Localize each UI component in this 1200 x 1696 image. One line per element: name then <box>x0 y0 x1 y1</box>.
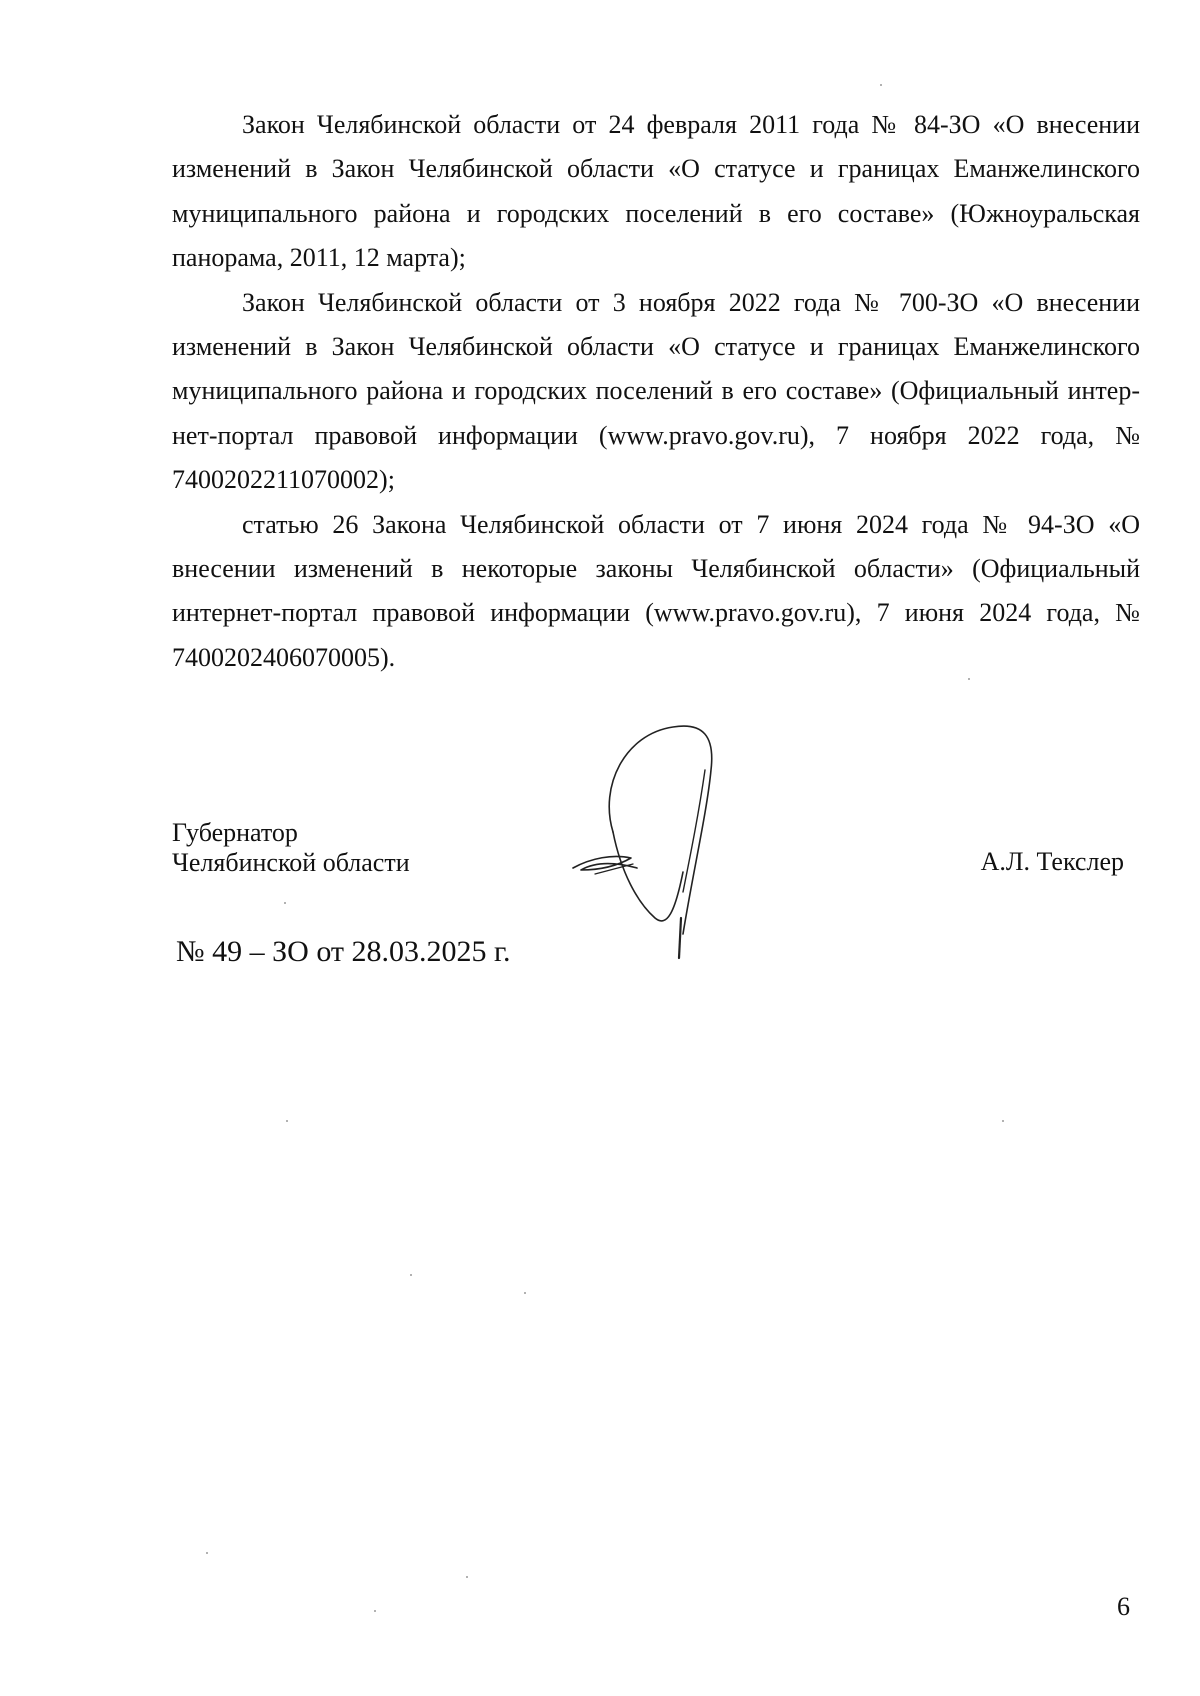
paragraph-law-94: статью 26 Закона Челябинской области от 7 июня 2024 года № 94-ЗО «О внесении изменений в некоторые законы Челябинской области» (Официальный интернет-портал правовой информации (www.pravo.gov.ru), 7 июня 2024 года, № 7400202406070005). <box>172 509 1140 672</box>
scan-speck <box>880 84 882 86</box>
page-number: 6 <box>1117 1592 1130 1621</box>
signatory-title <box>172 818 410 878</box>
signer-name: А.Л. Текслер <box>980 847 1124 876</box>
scan-speck <box>1002 1120 1004 1122</box>
paragraph-law-84: Закон Челябинской области от 24 февраля 2011 года № 84-ЗО «О внесении изменений в Закон Челябинской области «О статусе и границах Еманжелинского муниципального района и городских поселений в его составе» (Южноуральская панорама, 2011, 12 марта); <box>172 110 1140 273</box>
scan-speck <box>524 1292 526 1294</box>
signatory-title-line2: Челябинской области <box>172 848 410 877</box>
scan-speck <box>410 1274 412 1276</box>
paragraph-law-700: Закон Челябинской области от 3 ноября 2022 года № 700-ЗО «О внесении изменений в Закон Челябинской области «О статусе и границах Еманжелинского муниципального района и городских поселений в его составе» (Официальный интернет-портал правовой информации (www.pravo.gov.ru), 7 ноября 2022 года, № 7400202211070002); <box>172 287 1140 495</box>
scan-speck <box>374 1610 376 1612</box>
signatory-title-line1: Губернатор <box>172 818 298 847</box>
scan-speck <box>466 1576 468 1578</box>
handwritten-signature <box>555 722 785 962</box>
scan-speck <box>284 902 286 904</box>
scan-speck <box>968 678 970 680</box>
scan-speck <box>286 1120 288 1122</box>
document-body <box>172 103 1140 680</box>
law-number-and-date: № 49 – ЗО от 28.03.2025 г. <box>176 935 511 968</box>
scan-speck <box>206 1552 208 1554</box>
